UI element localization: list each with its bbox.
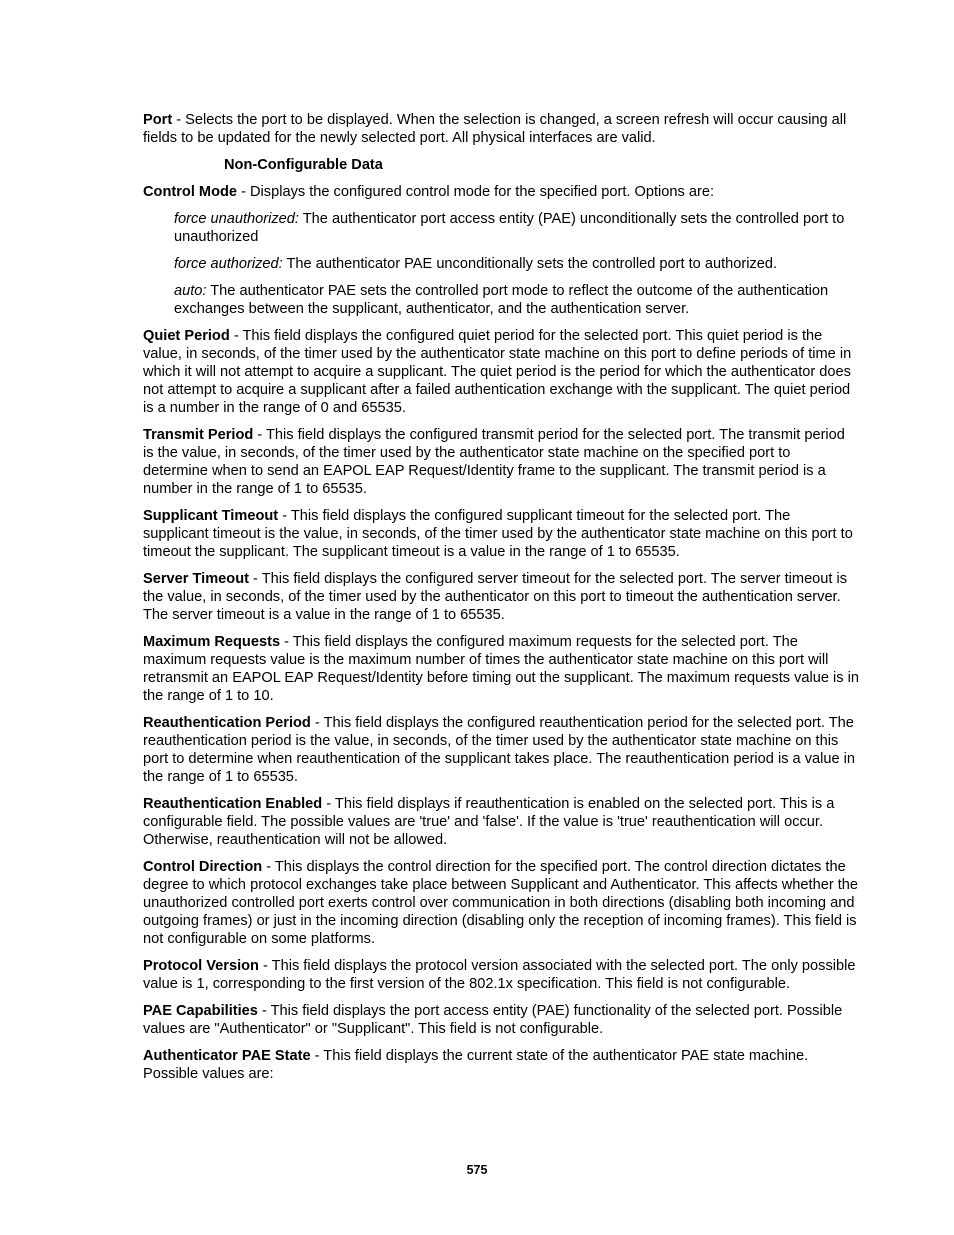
field-text: - This field displays the configured maximum requests for the selected port. The maximum requests value is the maximum number of times the authenticator state machine on this port will retransmit an EAPOL EAP Request/Identity before timing out the supplicant. The maximum requests value is in the range of 1 to 10. [143,634,859,704]
pae-capabilities-description [143,1002,859,1038]
option-text: The authenticator port access entity (PAE) unconditionally sets the controlled port to unauthorized [174,211,845,245]
reauthentication-enabled-description [143,795,859,849]
field-term: Control Mode [143,184,238,200]
field-text: - This field displays the configured transmit period for the selected port. The transmit period is the value, in seconds, of the timer used by the authenticator state machine on the specified port to determine when to send an EAPOL EAP Request/Identity frame to the supplicant. The transmit period is a number in the range of 1 to 65535. [143,427,845,497]
field-term: Transmit Period [143,427,254,443]
page-number: 575 [466,1163,488,1177]
option-term: force unauthorized: [174,211,299,227]
option-force-unauthorized [174,210,859,246]
field-text: - This field displays the protocol version associated with the selected port. The only possible value is 1, corresponding to the first version of the 802.1x specification. This field is not configurable. [143,958,856,992]
field-term: Protocol Version [143,958,259,974]
field-term: Reauthentication Period [143,715,311,731]
field-term: Supplicant Timeout [143,508,279,524]
field-term: Reauthentication Enabled [143,796,323,812]
reauthentication-period-description [143,714,859,786]
field-term: PAE Capabilities [143,1003,258,1019]
server-timeout-description [143,570,859,624]
field-term: Control Direction [143,859,263,875]
page-content [143,111,859,1092]
field-text: - Displays the configured control mode for the specified port. Options are: [237,184,715,200]
option-term: auto: [174,283,207,299]
field-text: - This field displays the configured supplicant timeout for the selected port. The supplicant timeout is the value, in seconds, of the timer used by the authenticator state machine on this port to timeout the supplicant. The supplicant timeout is a value in the range of 1 to 65535. [143,508,853,560]
section-subheading: Non-Configurable Data [224,157,383,173]
field-text: - This field displays the configured quiet period for the selected port. This quiet period is the value, in seconds, of the timer used by the authenticator state machine on this port to define periods of time in which it will not attempt to acquire a supplicant. The quiet period is the period for which the authenticator does not attempt to acquire a supplicant after a failed authentication exchange with the supplicant. The quiet period is a number in the range of 0 and 65535. [143,328,852,416]
option-term: force authorized: [174,256,283,272]
field-text: - This field displays the configured reauthentication period for the selected port. The reauthentication period is the value, in seconds, of the timer used by the authenticator state machine on this port to determine when reauthentication of the supplicant takes place. The reauthentication period is a value in the range of 1 to 65535. [143,715,856,785]
field-text: - Selects the port to be displayed. When the selection is changed, a screen refresh will occur causing all fields to be updated for the newly selected port. All physical interfaces are valid. [143,112,847,146]
field-term: Maximum Requests [143,634,281,650]
field-text: - This field displays the port access entity (PAE) functionality of the selected port. Possible values are "Authenticator" or "Supplicant". This field is not configurable. [143,1003,843,1037]
option-auto [174,282,859,318]
field-term: Authenticator PAE State [143,1048,311,1064]
port-description [143,111,859,147]
quiet-period-description [143,327,859,417]
field-text: - This field displays the current state of the authenticator PAE state machine. Possible values are: [143,1048,809,1082]
control-mode-description [143,183,859,201]
field-text: - This field displays the configured server timeout for the selected port. The server timeout is the value, in seconds, of the timer used by the authenticator on this port to timeout the authentication server. The server timeout is a value in the range of 1 to 65535. [143,571,848,623]
protocol-version-description [143,957,859,993]
field-term: Server Timeout [143,571,249,587]
field-text: - This field displays if reauthentication is enabled on the selected port. This is a configurable field. The possible values are 'true' and 'false'. If the value is 'true' reauthentication will occur. Otherwise, reauthentication will not be allowed. [143,796,835,848]
maximum-requests-description [143,633,859,705]
supplicant-timeout-description [143,507,859,561]
field-text: - This displays the control direction for the specified port. The control direction dictates the degree to which protocol exchanges take place between Supplicant and Authenticator. This affects whether the unauthorized controlled port exerts control over communication in both directions (disabling both incoming and outgoing frames) or just in the incoming direction (disabling only the reception of incoming frames). This field is not configurable on some platforms. [143,859,859,947]
field-term: Quiet Period [143,328,230,344]
option-force-authorized [174,255,859,273]
authenticator-pae-state-description [143,1047,859,1083]
option-text: The authenticator PAE unconditionally sets the controlled port to authorized. [282,256,778,272]
field-term: Port [143,112,173,128]
control-direction-description [143,858,859,948]
transmit-period-description [143,426,859,498]
option-text: The authenticator PAE sets the controlled port mode to reflect the outcome of the authentication exchanges between the supplicant, authenticator, and the authentication server. [174,283,829,317]
